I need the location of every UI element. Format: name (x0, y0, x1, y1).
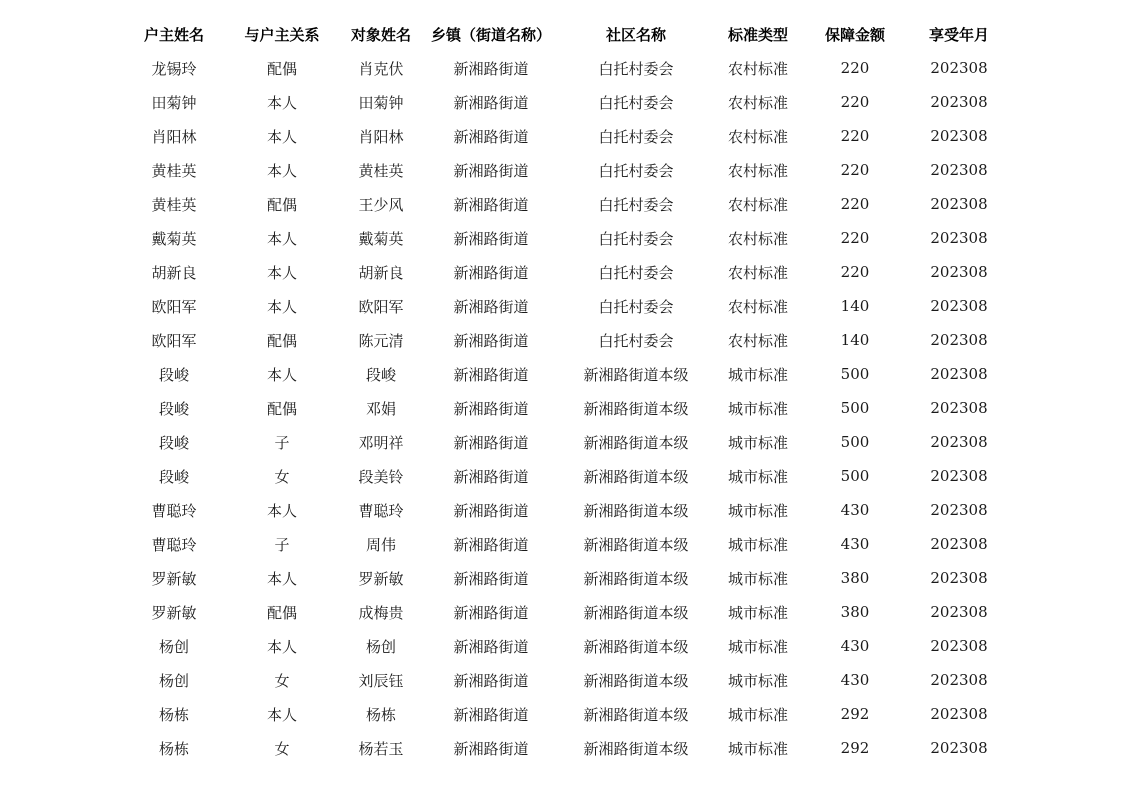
town-street-cell: 新湘路街道 (453, 229, 529, 248)
householder-name-cell: 段峻 (158, 365, 189, 384)
recipient-name-cell: 刘辰钰 (358, 671, 404, 690)
table-row (120, 527, 1008, 561)
town-street-cell: 新湘路街道 (453, 195, 529, 214)
benefit-month-cell: 202308 (930, 93, 988, 111)
community-name-cell: 白托村委会 (598, 195, 674, 214)
recipient-name-cell: 欧阳军 (358, 297, 404, 316)
householder-name-cell: 肖阳林 (151, 127, 197, 146)
standard-type-cell: 城市标准 (727, 739, 788, 758)
benefit-month-cell: 202308 (930, 637, 988, 655)
relation-cell: 女 (274, 739, 290, 758)
community-name-cell: 白托村委会 (598, 297, 674, 316)
community-name-cell: 新湘路街道本级 (583, 705, 689, 724)
recipient-name-cell: 肖克伏 (358, 59, 404, 78)
standard-type-cell: 农村标准 (727, 161, 788, 180)
benefit-month-cell: 202308 (930, 705, 988, 723)
table-row (120, 561, 1008, 595)
community-name-cell: 新湘路街道本级 (583, 433, 689, 452)
benefit-month-cell: 202308 (930, 161, 988, 179)
relation-cell: 本人 (266, 569, 297, 588)
householder-name-cell: 段峻 (158, 399, 189, 418)
recipient-name-cell: 王少风 (358, 195, 404, 214)
standard-type-cell: 城市标准 (727, 569, 788, 588)
community-name-cell: 新湘路街道本级 (583, 603, 689, 622)
benefit-month-cell: 202308 (930, 59, 988, 77)
allowance-amount-cell: 380 (840, 603, 870, 621)
table-row (120, 323, 1008, 357)
standard-type-cell: 城市标准 (727, 637, 788, 656)
community-name-cell: 白托村委会 (598, 127, 674, 146)
header-community-name: 社区名称 (605, 25, 666, 44)
standard-type-cell: 城市标准 (727, 467, 788, 486)
town-street-cell: 新湘路街道 (453, 569, 529, 588)
community-name-cell: 新湘路街道本级 (583, 501, 689, 520)
standard-type-cell: 城市标准 (727, 433, 788, 452)
allowance-amount-cell: 220 (840, 263, 870, 281)
recipient-name-cell: 陈元清 (358, 331, 404, 350)
standard-type-cell: 城市标准 (727, 365, 788, 384)
relation-cell: 本人 (266, 297, 297, 316)
relation-cell: 配偶 (266, 59, 297, 78)
allowance-amount-cell: 430 (840, 501, 870, 519)
header-householder-name: 户主姓名 (143, 25, 204, 44)
allowance-amount-cell: 292 (840, 739, 870, 757)
householder-name-cell: 杨创 (158, 671, 189, 690)
benefit-month-cell: 202308 (930, 671, 988, 689)
community-name-cell: 新湘路街道本级 (583, 535, 689, 554)
standard-type-cell: 农村标准 (727, 93, 788, 112)
community-name-cell: 新湘路街道本级 (583, 467, 689, 486)
standard-type-cell: 农村标准 (727, 297, 788, 316)
community-name-cell: 白托村委会 (598, 229, 674, 248)
table-body (120, 51, 1008, 765)
community-name-cell: 白托村委会 (598, 331, 674, 350)
standard-type-cell: 农村标准 (727, 59, 788, 78)
relation-cell: 子 (274, 433, 290, 452)
town-street-cell: 新湘路街道 (453, 297, 529, 316)
householder-name-cell: 黄桂英 (151, 195, 197, 214)
town-street-cell: 新湘路街道 (453, 467, 529, 486)
recipient-name-cell: 杨栋 (365, 705, 396, 724)
householder-name-cell: 欧阳军 (151, 297, 197, 316)
roster-table (120, 17, 1008, 765)
recipient-name-cell: 杨若玉 (358, 739, 404, 758)
header-row (120, 17, 1008, 51)
benefit-month-cell: 202308 (930, 263, 988, 281)
householder-name-cell: 杨创 (158, 637, 189, 656)
standard-type-cell: 城市标准 (727, 603, 788, 622)
allowance-amount-cell: 500 (840, 467, 870, 485)
benefit-month-cell: 202308 (930, 127, 988, 145)
standard-type-cell: 农村标准 (727, 331, 788, 350)
standard-type-cell: 城市标准 (727, 705, 788, 724)
standard-type-cell: 城市标准 (727, 671, 788, 690)
header-relation-to-householder: 与户主关系 (244, 25, 320, 44)
community-name-cell: 新湘路街道本级 (583, 399, 689, 418)
allowance-amount-cell: 380 (840, 569, 870, 587)
table-row (120, 153, 1008, 187)
community-name-cell: 新湘路街道本级 (583, 365, 689, 384)
relation-cell: 本人 (266, 263, 297, 282)
allowance-amount-cell: 220 (840, 195, 870, 213)
recipient-name-cell: 田菊钟 (358, 93, 404, 112)
table-row (120, 187, 1008, 221)
benefit-month-cell: 202308 (930, 195, 988, 213)
relation-cell: 女 (274, 467, 290, 486)
householder-name-cell: 段峻 (158, 433, 189, 452)
householder-name-cell: 杨栋 (158, 739, 189, 758)
benefit-month-cell: 202308 (930, 331, 988, 349)
table-header (120, 17, 1008, 51)
recipient-name-cell: 段美铃 (358, 467, 404, 486)
community-name-cell: 新湘路街道本级 (583, 739, 689, 758)
recipient-name-cell: 黄桂英 (358, 161, 404, 180)
town-street-cell: 新湘路街道 (453, 93, 529, 112)
benefit-month-cell: 202308 (930, 229, 988, 247)
standard-type-cell: 城市标准 (727, 399, 788, 418)
standard-type-cell: 城市标准 (727, 501, 788, 520)
standard-type-cell: 农村标准 (727, 127, 788, 146)
allowance-amount-cell: 220 (840, 161, 870, 179)
householder-name-cell: 胡新良 (151, 263, 197, 282)
table-row (120, 51, 1008, 85)
relation-cell: 女 (274, 671, 290, 690)
allowance-amount-cell: 430 (840, 671, 870, 689)
community-name-cell: 白托村委会 (598, 263, 674, 282)
relation-cell: 本人 (266, 637, 297, 656)
relation-cell: 配偶 (266, 195, 297, 214)
relation-cell: 本人 (266, 365, 297, 384)
recipient-name-cell: 胡新良 (358, 263, 404, 282)
table-row (120, 663, 1008, 697)
table-row (120, 425, 1008, 459)
recipient-name-cell: 罗新敏 (358, 569, 404, 588)
recipient-name-cell: 杨创 (365, 637, 396, 656)
town-street-cell: 新湘路街道 (453, 127, 529, 146)
benefit-month-cell: 202308 (930, 569, 988, 587)
recipient-name-cell: 邓明祥 (358, 433, 404, 452)
town-street-cell: 新湘路街道 (453, 603, 529, 622)
allowance-amount-cell: 430 (840, 535, 870, 553)
benefit-month-cell: 202308 (930, 535, 988, 553)
town-street-cell: 新湘路街道 (453, 263, 529, 282)
town-street-cell: 新湘路街道 (453, 59, 529, 78)
town-street-cell: 新湘路街道 (453, 161, 529, 180)
community-name-cell: 新湘路街道本级 (583, 637, 689, 656)
relation-cell: 本人 (266, 229, 297, 248)
standard-type-cell: 农村标准 (727, 195, 788, 214)
table-row (120, 289, 1008, 323)
householder-name-cell: 杨栋 (158, 705, 189, 724)
recipient-name-cell: 曹聪玲 (358, 501, 404, 520)
town-street-cell: 新湘路街道 (453, 671, 529, 690)
table-row (120, 493, 1008, 527)
table-row (120, 697, 1008, 731)
table-row (120, 119, 1008, 153)
recipient-name-cell: 周伟 (365, 535, 396, 554)
town-street-cell: 新湘路街道 (453, 399, 529, 418)
community-name-cell: 新湘路街道本级 (583, 671, 689, 690)
header-standard-type: 标准类型 (727, 25, 788, 44)
benefit-month-cell: 202308 (930, 365, 988, 383)
town-street-cell: 新湘路街道 (453, 365, 529, 384)
table-row (120, 459, 1008, 493)
table-row (120, 221, 1008, 255)
allowance-amount-cell: 140 (840, 331, 870, 349)
recipient-name-cell: 成梅贵 (358, 603, 404, 622)
town-street-cell: 新湘路街道 (453, 501, 529, 520)
table-row (120, 731, 1008, 765)
benefit-month-cell: 202308 (930, 433, 988, 451)
community-name-cell: 白托村委会 (598, 161, 674, 180)
recipient-name-cell: 戴菊英 (358, 229, 404, 248)
table-row (120, 357, 1008, 391)
community-name-cell: 白托村委会 (598, 93, 674, 112)
householder-name-cell: 戴菊英 (151, 229, 197, 248)
relation-cell: 本人 (266, 161, 297, 180)
householder-name-cell: 曹聪玲 (151, 535, 197, 554)
relation-cell: 本人 (266, 127, 297, 146)
table-row (120, 629, 1008, 663)
table-row (120, 85, 1008, 119)
householder-name-cell: 曹聪玲 (151, 501, 197, 520)
relation-cell: 配偶 (266, 331, 297, 350)
town-street-cell: 新湘路街道 (453, 705, 529, 724)
header-benefit-month: 享受年月 (928, 25, 989, 44)
householder-name-cell: 罗新敏 (151, 603, 197, 622)
town-street-cell: 新湘路街道 (453, 535, 529, 554)
allowance-amount-cell: 500 (840, 399, 870, 417)
town-street-cell: 新湘路街道 (453, 433, 529, 452)
householder-name-cell: 田菊钟 (151, 93, 197, 112)
allowance-amount-cell: 140 (840, 297, 870, 315)
allowance-amount-cell: 430 (840, 637, 870, 655)
relation-cell: 本人 (266, 93, 297, 112)
householder-name-cell: 黄桂英 (151, 161, 197, 180)
town-street-cell: 新湘路街道 (453, 637, 529, 656)
town-street-cell: 新湘路街道 (453, 739, 529, 758)
benefit-month-cell: 202308 (930, 467, 988, 485)
benefit-month-cell: 202308 (930, 603, 988, 621)
recipient-name-cell: 肖阳林 (358, 127, 404, 146)
table-row (120, 391, 1008, 425)
benefit-month-cell: 202308 (930, 399, 988, 417)
recipient-name-cell: 邓娟 (365, 399, 396, 418)
header-recipient-name: 对象姓名 (350, 25, 411, 44)
allowance-amount-cell: 500 (840, 433, 870, 451)
householder-name-cell: 欧阳军 (151, 331, 197, 350)
table-row (120, 595, 1008, 629)
relation-cell: 本人 (266, 705, 297, 724)
householder-name-cell: 罗新敏 (151, 569, 197, 588)
benefit-month-cell: 202308 (930, 501, 988, 519)
relation-cell: 配偶 (266, 399, 297, 418)
benefit-month-cell: 202308 (930, 739, 988, 757)
standard-type-cell: 农村标准 (727, 229, 788, 248)
community-name-cell: 白托村委会 (598, 59, 674, 78)
benefit-month-cell: 202308 (930, 297, 988, 315)
town-street-cell: 新湘路街道 (453, 331, 529, 350)
recipient-name-cell: 段峻 (365, 365, 396, 384)
allowance-amount-cell: 500 (840, 365, 870, 383)
allowance-amount-cell: 220 (840, 229, 870, 247)
householder-name-cell: 龙锡玲 (151, 59, 197, 78)
allowance-amount-cell: 292 (840, 705, 870, 723)
relation-cell: 本人 (266, 501, 297, 520)
header-allowance-amount: 保障金额 (824, 25, 885, 44)
standard-type-cell: 农村标准 (727, 263, 788, 282)
header-town-street: 乡镇（街道名称） (430, 25, 551, 44)
standard-type-cell: 城市标准 (727, 535, 788, 554)
householder-name-cell: 段峻 (158, 467, 189, 486)
allowance-amount-cell: 220 (840, 127, 870, 145)
relation-cell: 子 (274, 535, 290, 554)
community-name-cell: 新湘路街道本级 (583, 569, 689, 588)
allowance-amount-cell: 220 (840, 93, 870, 111)
table-row (120, 255, 1008, 289)
relation-cell: 配偶 (266, 603, 297, 622)
allowance-amount-cell: 220 (840, 59, 870, 77)
